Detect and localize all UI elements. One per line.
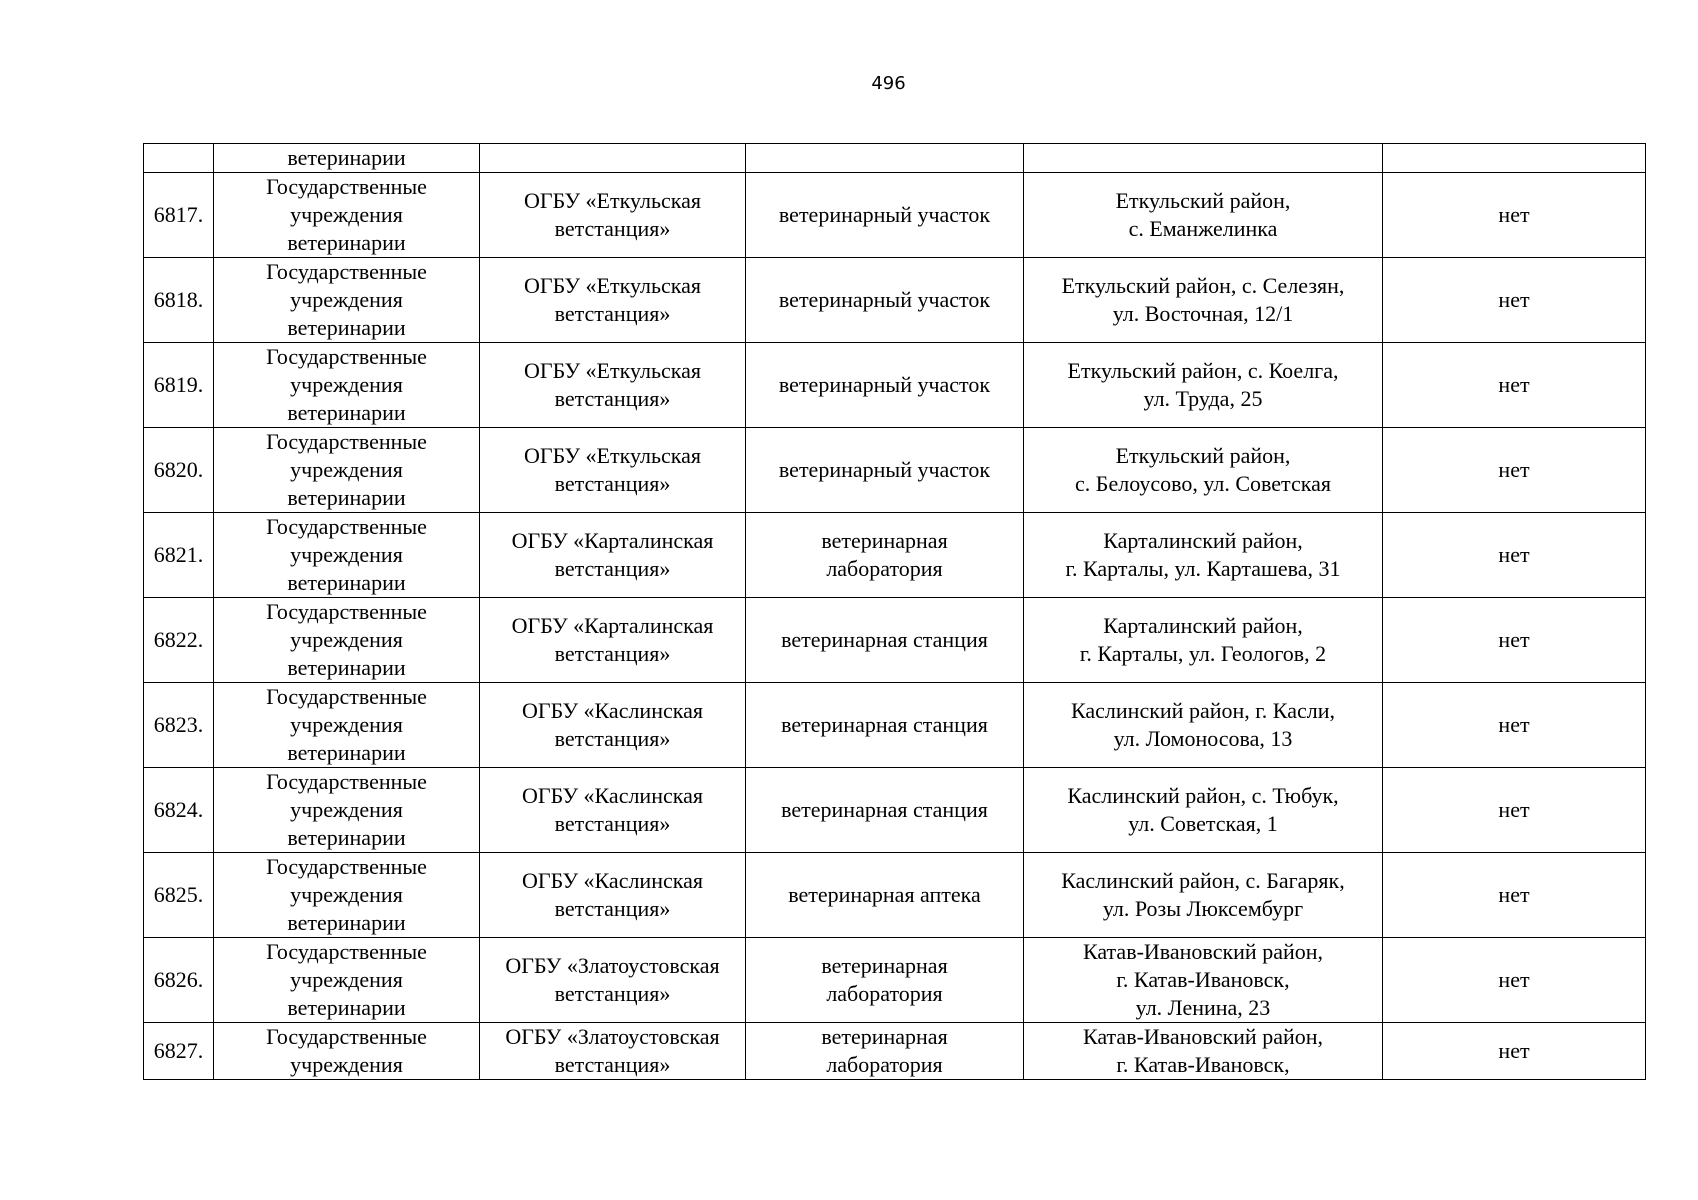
category-line: учреждения	[290, 457, 403, 482]
organization-line: ветстанция»	[554, 386, 671, 411]
number-cell	[144, 144, 214, 173]
organization-cell	[480, 683, 746, 768]
facility-type-line: ветеринарная	[821, 953, 948, 978]
category-cell	[214, 938, 480, 1023]
organization-line: ОГБУ «Златоустовская	[505, 1024, 720, 1049]
organization-line: ветстанция»	[554, 216, 671, 241]
category-line: ветеринарии	[287, 315, 406, 340]
facility-type-cell	[746, 428, 1024, 513]
number-cell: 6825.	[144, 853, 214, 938]
address-line: г. Карталы, ул. Карташева, 31	[1065, 556, 1341, 581]
address-cell	[1024, 513, 1383, 598]
value-cell: нет	[1383, 938, 1646, 1023]
facility-type-cell	[746, 258, 1024, 343]
organization-cell	[480, 853, 746, 938]
address-line: ул. Ленина, 23	[1135, 995, 1271, 1020]
facility-type-cell	[746, 853, 1024, 938]
number-cell: 6820.	[144, 428, 214, 513]
organization-line: ОГБУ «Каслинская	[522, 698, 703, 723]
facility-type-cell	[746, 1023, 1024, 1080]
category-line: учреждения	[290, 712, 403, 737]
category-line: учреждения	[290, 202, 403, 227]
number-cell: 6826.	[144, 938, 214, 1023]
organization-line: ветстанция»	[554, 556, 671, 581]
address-line: ул. Советская, 1	[1128, 811, 1278, 836]
number-cell: 6821.	[144, 513, 214, 598]
organization-line: ветстанция»	[554, 301, 671, 326]
organization-line: ветстанция»	[554, 726, 671, 751]
table-row	[144, 173, 1646, 258]
address-line: ул. Восточная, 12/1	[1112, 301, 1294, 326]
address-cell	[1024, 938, 1383, 1023]
organization-line: ОГБУ «Карталинская	[511, 613, 714, 638]
address-line: ул. Розы Люксембург	[1102, 896, 1304, 921]
category-line: учреждения	[290, 627, 403, 652]
facility-type-line: ветеринарная станция	[781, 627, 988, 652]
category-line: ветеринарии	[287, 655, 406, 680]
category-cell	[214, 144, 480, 173]
number-cell: 6817.	[144, 173, 214, 258]
category-line: ветеринарии	[287, 570, 406, 595]
organization-line: ОГБУ «Карталинская	[511, 528, 714, 553]
address-cell	[1024, 173, 1383, 258]
organization-cell	[480, 258, 746, 343]
facility-type-line: ветеринарная	[821, 1024, 948, 1049]
value-cell: нет	[1383, 683, 1646, 768]
category-line: учреждения	[290, 287, 403, 312]
table-row	[144, 513, 1646, 598]
facility-type-line: лаборатория	[826, 981, 943, 1006]
category-cell	[214, 768, 480, 853]
facility-type-cell	[746, 343, 1024, 428]
address-line: с. Еманжелинка	[1128, 216, 1278, 241]
category-line: ветеринарии	[287, 740, 406, 765]
table-row	[144, 768, 1646, 853]
organization-cell	[480, 343, 746, 428]
facility-type-cell	[746, 144, 1024, 173]
organization-line: ОГБУ «Златоустовская	[505, 953, 720, 978]
address-line: Катав-Ивановский район,	[1082, 939, 1324, 964]
value-cell: нет	[1383, 768, 1646, 853]
table-row	[144, 598, 1646, 683]
organization-line: ветстанция»	[554, 471, 671, 496]
table-row	[144, 428, 1646, 513]
address-line: Карталинский район,	[1103, 528, 1303, 553]
category-line: учреждения	[290, 542, 403, 567]
address-line: Карталинский район,	[1103, 613, 1303, 638]
category-cell	[214, 513, 480, 598]
category-line: Государственные	[266, 854, 427, 879]
value-cell: нет	[1383, 1023, 1646, 1080]
table-row	[144, 258, 1646, 343]
category-line: учреждения	[290, 967, 403, 992]
category-line: Государственные	[266, 259, 427, 284]
address-line: Каслинский район, с. Тюбук,	[1067, 783, 1339, 808]
facility-type-cell	[746, 513, 1024, 598]
category-line: ветеринарии	[287, 145, 406, 170]
organization-line: ветстанция»	[554, 1052, 671, 1077]
address-line: Еткульский район, с. Селезян,	[1061, 273, 1345, 298]
number-cell: 6822.	[144, 598, 214, 683]
value-cell	[1383, 144, 1646, 173]
continuation-row	[144, 144, 1646, 173]
organization-cell	[480, 768, 746, 853]
facility-type-cell	[746, 683, 1024, 768]
address-line: Каслинский район, г. Касли,	[1071, 698, 1335, 723]
address-line: г. Карталы, ул. Геологов, 2	[1079, 641, 1327, 666]
table-row	[144, 343, 1646, 428]
category-cell	[214, 853, 480, 938]
organization-line: ветстанция»	[554, 896, 671, 921]
address-cell	[1024, 853, 1383, 938]
address-line: ул. Ломоносова, 13	[1113, 726, 1293, 751]
value-cell: нет	[1383, 428, 1646, 513]
category-line: ветеринарии	[287, 825, 406, 850]
category-line: Государственные	[266, 939, 427, 964]
organization-line: ветстанция»	[554, 811, 671, 836]
facility-type-cell	[746, 938, 1024, 1023]
organization-line: ветстанция»	[554, 641, 671, 666]
facility-type-line: ветеринарная аптека	[788, 882, 981, 907]
organization-line: ОГБУ «Еткульская	[523, 443, 702, 468]
address-cell	[1024, 144, 1383, 173]
address-cell	[1024, 598, 1383, 683]
category-cell	[214, 173, 480, 258]
category-line: Государственные	[266, 684, 427, 709]
category-line: Государственные	[266, 514, 427, 539]
category-line: Государственные	[266, 174, 427, 199]
category-line: ветеринарии	[287, 995, 406, 1020]
address-cell	[1024, 343, 1383, 428]
facility-type-line: лаборатория	[826, 1052, 943, 1077]
category-cell	[214, 258, 480, 343]
table-row	[144, 1023, 1646, 1080]
organization-cell	[480, 173, 746, 258]
facility-type-line: ветеринарная станция	[781, 712, 988, 737]
registry-table	[143, 143, 1646, 1080]
organization-cell	[480, 513, 746, 598]
facility-type-cell	[746, 173, 1024, 258]
category-line: Государственные	[266, 599, 427, 624]
address-line: Еткульский район,	[1115, 188, 1291, 213]
address-cell	[1024, 683, 1383, 768]
facility-type-line: ветеринарная станция	[781, 797, 988, 822]
category-line: ветеринарии	[287, 485, 406, 510]
table-row	[144, 853, 1646, 938]
value-cell: нет	[1383, 513, 1646, 598]
facility-type-line: ветеринарный участок	[778, 287, 991, 312]
value-cell: нет	[1383, 258, 1646, 343]
organization-cell	[480, 428, 746, 513]
category-line: учреждения	[290, 1052, 403, 1077]
organization-line: ветстанция»	[554, 981, 671, 1006]
address-line: ул. Труда, 25	[1143, 386, 1263, 411]
organization-line: ОГБУ «Каслинская	[522, 868, 703, 893]
address-line: г. Катав-Ивановск,	[1116, 1052, 1290, 1077]
category-line: ветеринарии	[287, 230, 406, 255]
table-row	[144, 683, 1646, 768]
table-row	[144, 938, 1646, 1023]
number-cell: 6827.	[144, 1023, 214, 1080]
organization-cell	[480, 144, 746, 173]
organization-cell	[480, 598, 746, 683]
address-cell	[1024, 768, 1383, 853]
facility-type-line: ветеринарный участок	[778, 202, 991, 227]
address-cell	[1024, 428, 1383, 513]
number-cell: 6823.	[144, 683, 214, 768]
address-line: Еткульский район, с. Коелга,	[1067, 358, 1339, 383]
number-cell: 6819.	[144, 343, 214, 428]
category-line: учреждения	[290, 372, 403, 397]
address-line: Катав-Ивановский район,	[1082, 1024, 1324, 1049]
page-number: 496	[871, 73, 906, 94]
number-cell: 6824.	[144, 768, 214, 853]
value-cell: нет	[1383, 343, 1646, 428]
category-line: Государственные	[266, 344, 427, 369]
category-cell	[214, 343, 480, 428]
category-line: Государственные	[266, 769, 427, 794]
organization-cell	[480, 1023, 746, 1080]
address-cell	[1024, 1023, 1383, 1080]
facility-type-line: ветеринарный участок	[778, 457, 991, 482]
category-line: Государственные	[266, 1024, 427, 1049]
address-line: Каслинский район, с. Багаряк,	[1061, 868, 1345, 893]
organization-line: ОГБУ «Каслинская	[522, 783, 703, 808]
category-line: учреждения	[290, 882, 403, 907]
organization-line: ОГБУ «Еткульская	[523, 188, 702, 213]
number-cell: 6818.	[144, 258, 214, 343]
address-cell	[1024, 258, 1383, 343]
category-cell	[214, 598, 480, 683]
facility-type-cell	[746, 598, 1024, 683]
facility-type-line: лаборатория	[826, 556, 943, 581]
category-line: учреждения	[290, 797, 403, 822]
facility-type-line: ветеринарная	[821, 528, 948, 553]
category-line: Государственные	[266, 429, 427, 454]
address-line: Еткульский район,	[1115, 443, 1291, 468]
organization-cell	[480, 938, 746, 1023]
facility-type-line: ветеринарный участок	[778, 372, 991, 397]
category-cell	[214, 428, 480, 513]
address-line: с. Белоусово, ул. Советская	[1075, 471, 1331, 496]
address-line: г. Катав-Ивановск,	[1116, 967, 1290, 992]
value-cell: нет	[1383, 853, 1646, 938]
category-line: ветеринарии	[287, 400, 406, 425]
facility-type-cell	[746, 768, 1024, 853]
organization-line: ОГБУ «Еткульская	[523, 358, 702, 383]
table-body	[144, 144, 1646, 1080]
value-cell: нет	[1383, 173, 1646, 258]
category-cell	[214, 683, 480, 768]
category-cell	[214, 1023, 480, 1080]
value-cell: нет	[1383, 598, 1646, 683]
organization-line: ОГБУ «Еткульская	[523, 273, 702, 298]
category-line: ветеринарии	[287, 910, 406, 935]
